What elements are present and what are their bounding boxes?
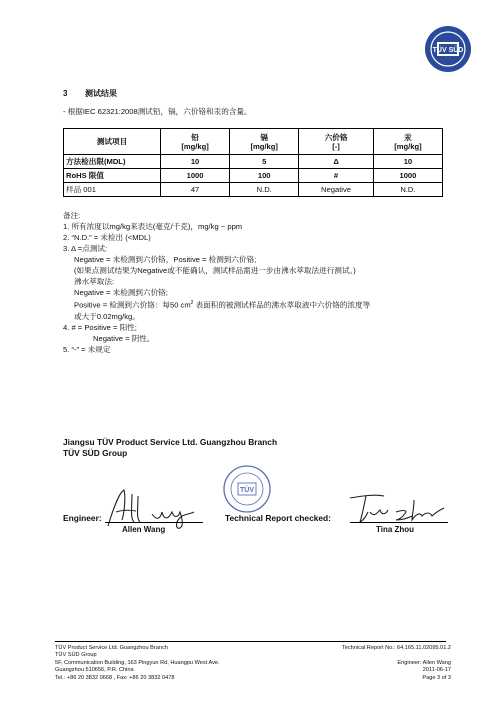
note-item: 4. # = Positive = 阳性; [63, 322, 137, 332]
report-checked-label: Technical Report checked: [225, 513, 331, 523]
table-cell: Δ [299, 155, 374, 169]
section-title: 测试结果 [85, 89, 117, 98]
engineer-signature-line [105, 522, 203, 523]
company-block [63, 437, 277, 459]
report-number: Technical Report No.: 64.165.11.02095.01.2 [341, 645, 451, 651]
company-seal-stamp-icon [222, 464, 272, 514]
footer-line: Tel.: +86 20 3832 0668 , Fax: +86 20 3832 0478 [55, 674, 175, 681]
table-row [64, 155, 443, 169]
header-cell: 汞 [mg/kg] [373, 129, 442, 155]
table-row [64, 183, 443, 197]
table-cell: 1000 [161, 169, 230, 183]
intro-text: - 根据IEC 62321:2008测试铅，镉，六价铬和汞的含量。 [63, 107, 252, 116]
footer-line: TÜV SÜD Group [55, 652, 97, 659]
note-subitem: Negative = 未检测到六价铬; [74, 288, 168, 297]
footer-engineer: Engineer: Allen Wang [397, 659, 451, 666]
table-cell: 1000 [373, 169, 442, 183]
header-cell: 铅 [mg/kg] [161, 129, 230, 155]
row-label: 样品 001 [64, 183, 161, 197]
note-subitem: Negative = 阴性。 [93, 333, 155, 343]
table-cell: # [299, 169, 374, 183]
checker-name: Tina Zhou [376, 525, 415, 534]
logo-mark [429, 30, 467, 68]
footer-spacer [280, 652, 451, 659]
results-table [63, 128, 443, 197]
seal-text: TÜV [240, 487, 254, 494]
header-cell: 六价铬 [-] [299, 129, 374, 155]
note-subitem: Negative = 未检测到六价铬，Positive = 检测到六价铬; [74, 255, 257, 264]
footer-line: TÜV Product Service Ltd. Guangzhou Branch [55, 645, 168, 651]
note-subitem: 沸水萃取法: [74, 277, 115, 286]
notes-section [63, 210, 453, 355]
table-cell: 47 [161, 183, 230, 197]
footer-line: 5F, Communication Building, 163 Pingyun Rd, Huangpu West Ave. [55, 659, 220, 666]
logo-text: TÜV SÜD [432, 47, 464, 54]
table-cell: Negative [299, 183, 374, 197]
footer-divider [55, 641, 446, 642]
note-subitem: (如果点测试结果为Negative或不能确认，测试样品需进一步由沸水萃取法进行测试。) [74, 266, 356, 275]
note-item: 3. Δ =点测试: [63, 244, 108, 253]
engineer-name: Allen Wang [122, 525, 166, 534]
table-cell: N.D. [230, 183, 299, 197]
footer-left [55, 645, 220, 682]
note-subitem: 或大于0.02mg/kg。 [74, 311, 140, 321]
note-item: 2. “N.D.” = 未检出 (<MDL) [63, 233, 151, 242]
note-subitem: Positive = 检测到六价铬：每50 $cm^2$ 表面积的被测试样品的沸水萃取液中六价铬的浓度等 [74, 300, 371, 310]
company-name: Jiangsu TÜV Product Service Ltd. Guangzhou Branch [63, 437, 278, 447]
header-cell: 测试项目 [64, 129, 161, 155]
table-header-row [64, 129, 443, 155]
table-row [64, 169, 443, 183]
notes-heading: 备注: [63, 211, 81, 220]
row-label: RoHS 限值 [64, 169, 161, 183]
row-label: 方法检出限(MDL) [64, 155, 161, 169]
footer-line: Guangzhou 510656, P.R. China [55, 667, 134, 674]
table-cell: 100 [230, 169, 299, 183]
page-number: Page 3 of 3 [422, 674, 451, 681]
company-group: TÜV SÜD Group [63, 448, 128, 458]
note-item: 5. “-” = 未规定 [63, 344, 111, 354]
section-heading [63, 88, 117, 99]
note-item: 1. 所有浓度以mg/kg来表达(毫克/千克)，mg/kg ~ ppm [63, 222, 243, 231]
header-cell: 镉 [mg/kg] [230, 129, 299, 155]
table-cell: 10 [161, 155, 230, 169]
engineer-signature [102, 486, 197, 530]
report-date: 2011-06-17 [422, 667, 451, 674]
tuv-sud-logo-icon [425, 26, 471, 72]
footer-right [280, 645, 451, 682]
checker-signature-line [350, 522, 448, 523]
checker-signature [340, 490, 448, 526]
engineer-label: Engineer: [63, 513, 102, 523]
table-cell: 10 [373, 155, 442, 169]
table-cell: 5 [230, 155, 299, 169]
table-cell: N.D. [373, 183, 442, 197]
section-number: 3 [63, 89, 68, 98]
